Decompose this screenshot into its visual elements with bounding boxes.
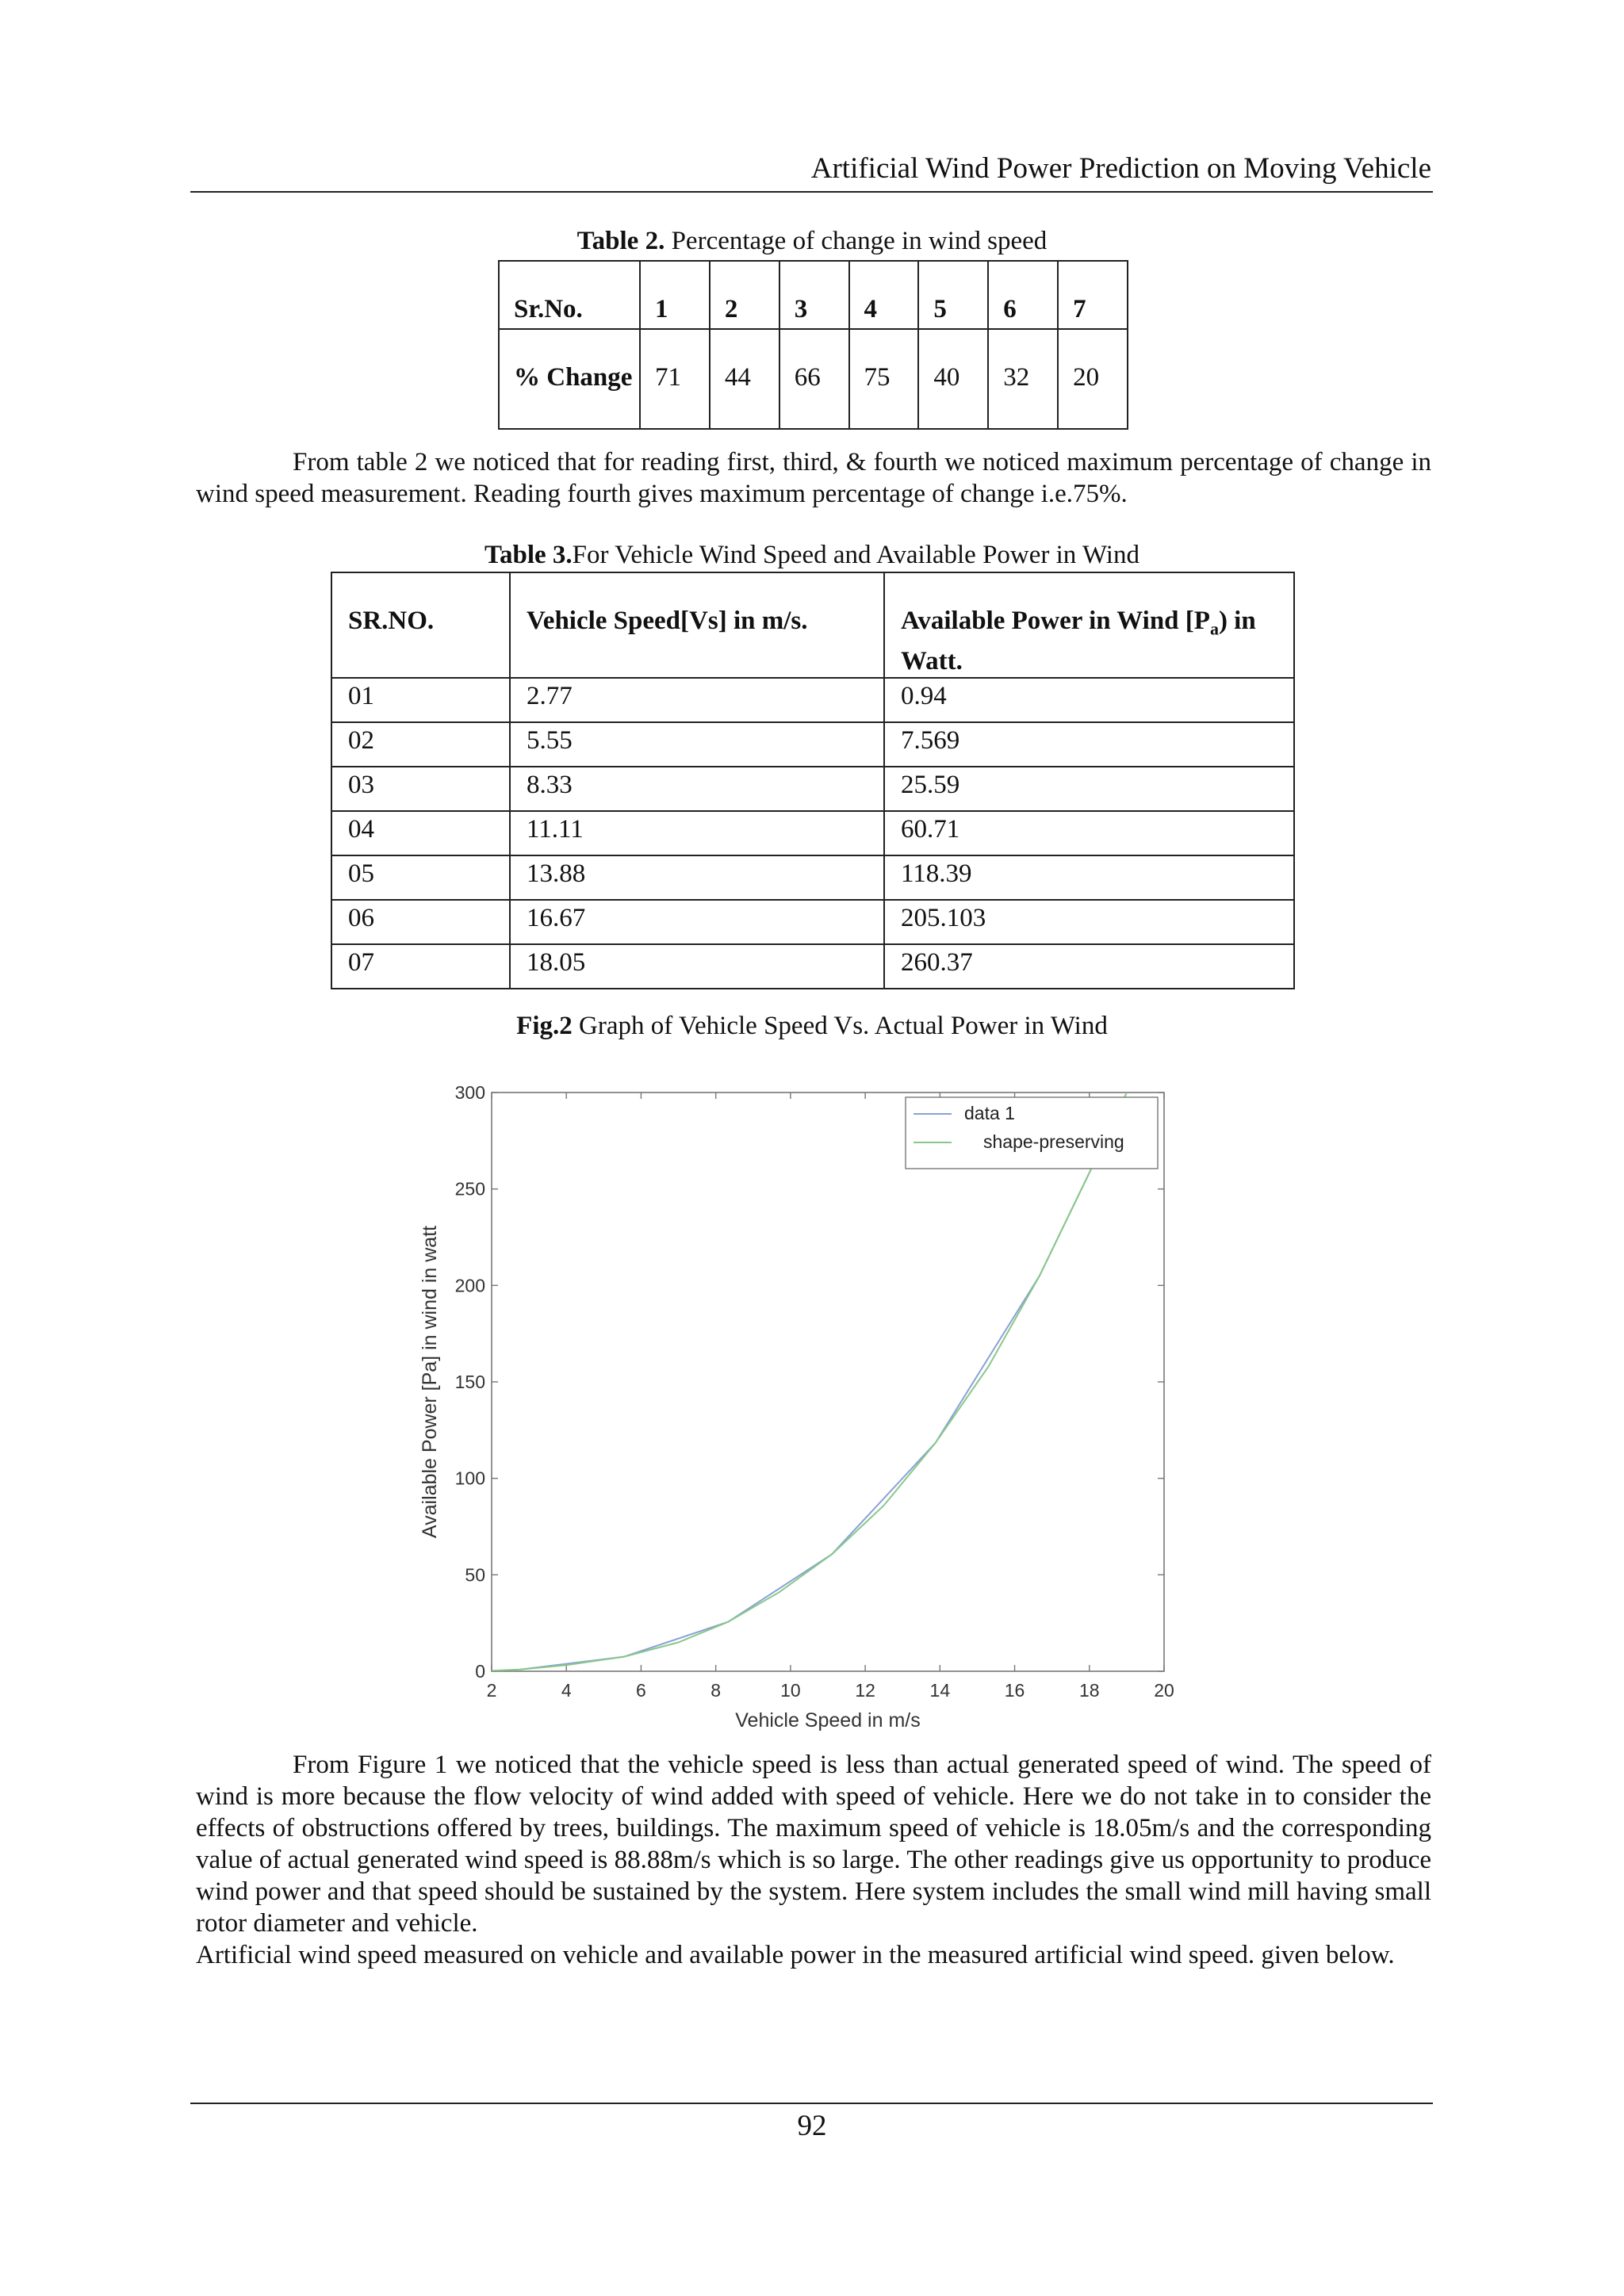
- table3-header-power-b: ) in Watt.: [901, 607, 1256, 675]
- x-tick-label: 20: [1154, 1680, 1174, 1701]
- figure-caption-label: Fig.2: [516, 1012, 573, 1040]
- table-cell: % Change: [499, 329, 640, 429]
- table-cell: 0.94: [884, 678, 1294, 722]
- table-cell: 18.05: [510, 944, 884, 989]
- page-number: 92: [797, 2110, 827, 2142]
- table-cell: 2: [710, 261, 779, 329]
- y-axis-label: Available Power [Pa] in wind in watt: [419, 1225, 441, 1539]
- legend-label: data 1: [964, 1103, 1015, 1123]
- table-row: [331, 855, 1294, 900]
- x-tick-label: 12: [855, 1680, 875, 1701]
- table-cell: 40: [918, 329, 988, 429]
- table3-caption-label: Table 3.: [485, 541, 573, 569]
- table-cell: 118.39: [884, 855, 1294, 900]
- table-cell: 8.33: [510, 767, 884, 811]
- x-tick-label: 18: [1078, 1680, 1100, 1701]
- table-cell: 06: [331, 900, 510, 944]
- table-cell: 71: [640, 329, 710, 429]
- table2-caption: [0, 225, 1624, 257]
- power-vs-speed-chart: [396, 1070, 1205, 1744]
- table-cell: 11.11: [510, 811, 884, 855]
- figure-caption-text: Graph of Vehicle Speed Vs. Actual Power in Wind: [572, 1012, 1108, 1040]
- table3-header-srno: SR.NO.: [331, 572, 510, 678]
- table-row: [331, 678, 1294, 722]
- table-row: [331, 572, 1294, 678]
- table-cell: 7.569: [884, 722, 1294, 767]
- x-tick-label: 4: [561, 1680, 572, 1701]
- table-row: [331, 900, 1294, 944]
- table-cell: 1: [640, 261, 710, 329]
- table2: [498, 260, 1128, 430]
- y-tick-label: 50: [465, 1564, 485, 1586]
- table-cell: 01: [331, 678, 510, 722]
- table-cell: 02: [331, 722, 510, 767]
- table-cell: 5.55: [510, 722, 884, 767]
- table-cell: Sr.No.: [499, 261, 640, 329]
- legend-label: shape-preserving: [983, 1131, 1124, 1152]
- table3-caption-text: For Vehicle Wind Speed and Available Power in Wind: [572, 541, 1139, 569]
- table-cell: 6: [988, 261, 1058, 329]
- x-tick-label: 8: [710, 1680, 722, 1701]
- y-tick-label: 100: [454, 1468, 485, 1489]
- table-cell: 03: [331, 767, 510, 811]
- table2-caption-text: Percentage of change in wind speed: [665, 227, 1048, 255]
- table3-header-power-sub: a: [1209, 618, 1219, 639]
- paragraph-2: [196, 1749, 1431, 1939]
- table3-header-speed: Vehicle Speed[Vs] in m/s.: [510, 572, 884, 678]
- table-row: [331, 767, 1294, 811]
- table3-header-power-a: Available Power in Wind [P: [901, 607, 1210, 635]
- table-cell: 75: [849, 329, 919, 429]
- table-cell: 260.37: [884, 944, 1294, 989]
- table-cell: 04: [331, 811, 510, 855]
- table-cell: 05: [331, 855, 510, 900]
- paragraph-1-text: From table 2 we noticed that for reading first, third, & fourth we noticed maximum percentage of change in wind speed measurement. Reading fourth gives maximum percentage of change i.e.75%.: [196, 448, 1431, 508]
- table-cell: 66: [779, 329, 849, 429]
- x-tick-label: 16: [1004, 1680, 1025, 1701]
- table-cell: 32: [988, 329, 1058, 429]
- footer-rule: [190, 2103, 1433, 2104]
- table-row: [331, 722, 1294, 767]
- paragraph-1: [196, 446, 1431, 510]
- x-tick-label: 2: [486, 1680, 497, 1701]
- table-cell: 7: [1058, 261, 1128, 329]
- table-row: [331, 944, 1294, 989]
- y-tick-label: 200: [454, 1275, 485, 1296]
- x-tick-label: 14: [929, 1680, 951, 1701]
- table-cell: 13.88: [510, 855, 884, 900]
- x-axis-label: Vehicle Speed in m/s: [735, 1709, 921, 1732]
- table2-caption-label: Table 2.: [576, 227, 665, 255]
- table-row: [499, 329, 1128, 429]
- table-cell: 25.59: [884, 767, 1294, 811]
- paragraph-3: Artificial wind speed measured on vehicle and available power in the measured artificial wind speed. given below.: [196, 1941, 1395, 1969]
- table-cell: 3: [779, 261, 849, 329]
- y-tick-label: 150: [454, 1372, 485, 1392]
- table-cell: 44: [710, 329, 779, 429]
- figure-caption: [0, 1010, 1624, 1042]
- table-row: [499, 261, 1128, 329]
- plot-frame: [492, 1093, 1164, 1671]
- y-tick-label: 300: [454, 1082, 485, 1103]
- running-head: Artificial Wind Power Prediction on Moving Vehicle: [810, 152, 1431, 185]
- table-cell: 20: [1058, 329, 1128, 429]
- table3-caption: [0, 539, 1624, 571]
- table3-header-power: [884, 572, 1294, 678]
- table-cell: 07: [331, 944, 510, 989]
- table-cell: 2.77: [510, 678, 884, 722]
- table-cell: 4: [849, 261, 919, 329]
- table-cell: 16.67: [510, 900, 884, 944]
- table-row: [331, 811, 1294, 855]
- paragraph-2-text: From Figure 1 we noticed that the vehicle speed is less than actual generated speed of wind. The speed of wind is more because the flow velocity of wind added with speed of vehicle. Here we do not take in to consider the effects of obstructions offered by trees, buildings. The maximum speed of vehicle is 18.05m/s and the corresponding value of actual generated wind speed is 88.88m/s which is so large. The other readings give us opportunity to produce wind power and that speed should be sustained by the system. Here system includes the small wind mill having small rotor diameter and vehicle.: [196, 1751, 1431, 1938]
- table3: [331, 572, 1295, 989]
- table-cell: 60.71: [884, 811, 1294, 855]
- y-tick-label: 0: [475, 1661, 485, 1682]
- x-tick-label: 10: [780, 1680, 801, 1701]
- header-rule: [190, 191, 1433, 193]
- y-tick-label: 250: [454, 1178, 485, 1200]
- x-tick-label: 6: [636, 1680, 646, 1701]
- table-cell: 205.103: [884, 900, 1294, 944]
- table-cell: 5: [918, 261, 988, 329]
